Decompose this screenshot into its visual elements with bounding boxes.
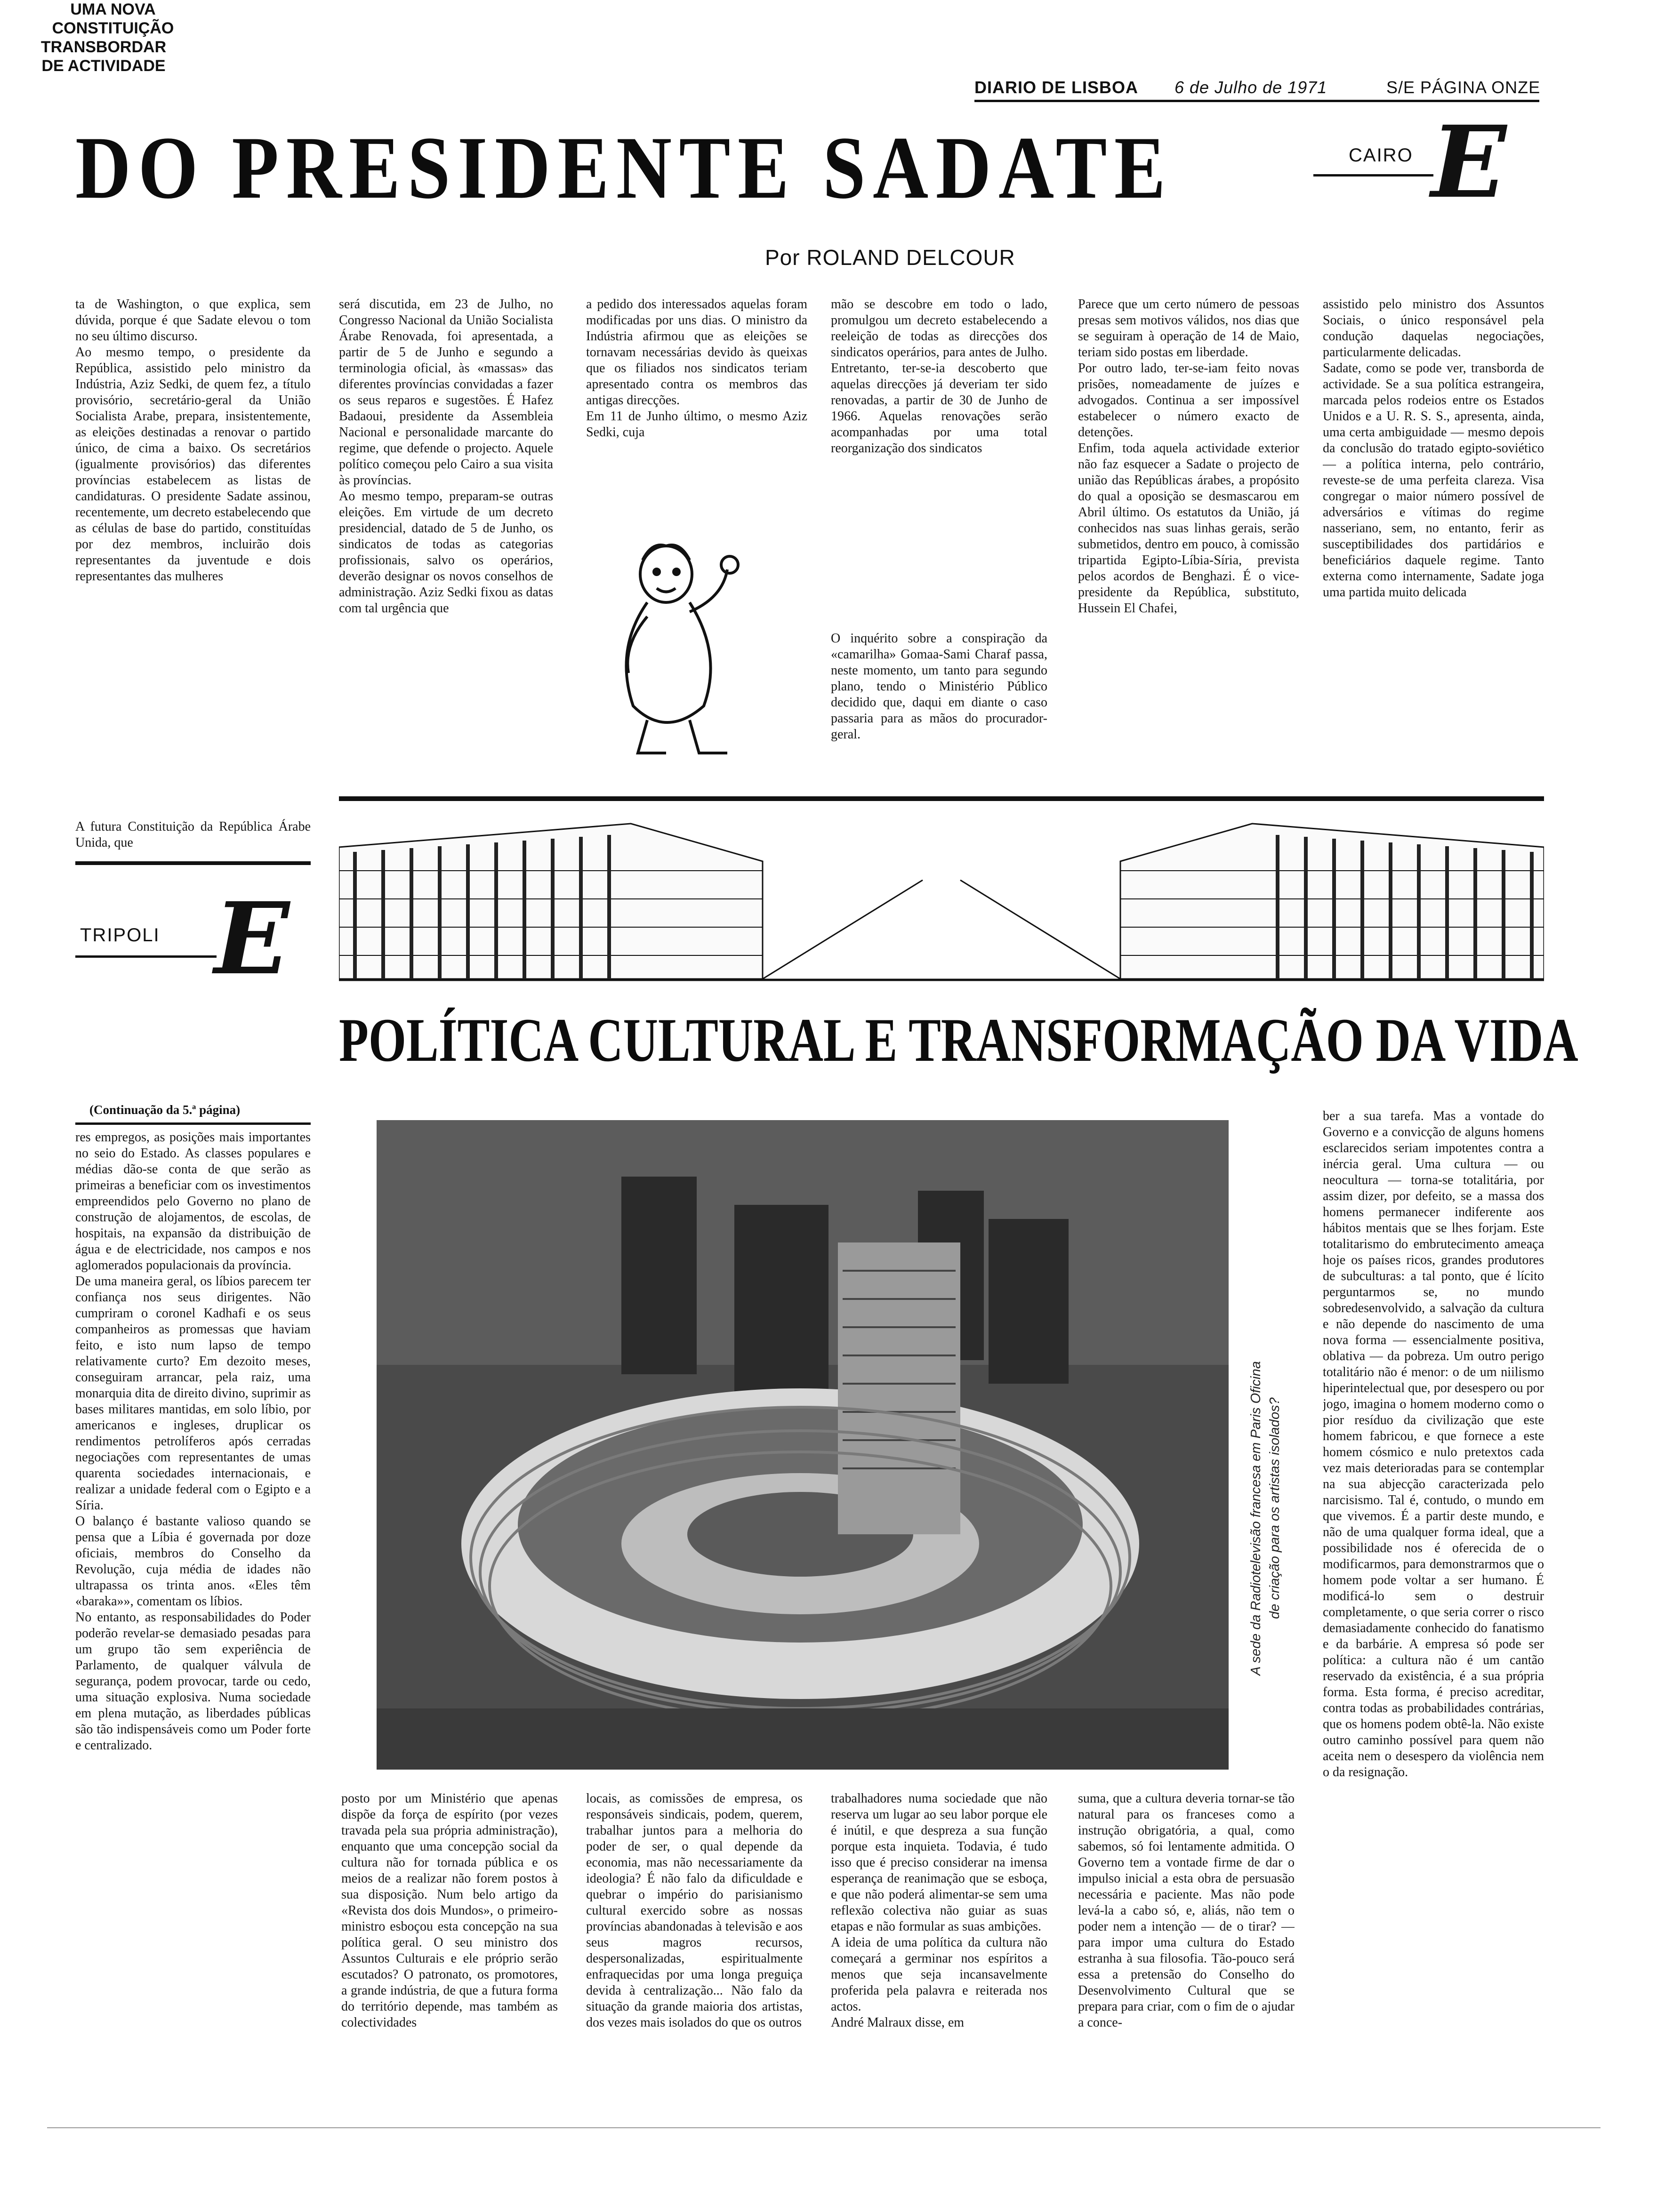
section-label-tripoli: TRIPOLI — [80, 925, 160, 946]
left-column-rule — [75, 861, 311, 865]
page-bottom-rule — [47, 2127, 1601, 2128]
section-label-cairo: CAIRO — [1349, 145, 1413, 166]
section-logo-cairo: E — [1431, 104, 1507, 220]
article1-column-1b: A futura Constituição da República Árabe Unida, que — [75, 819, 311, 850]
radiotelevision-photo — [377, 1120, 1229, 1770]
subhead-transbordar: TRANSBORDAR DE ACTIVIDADE — [40, 38, 167, 75]
article1-column-5: Parece que um certo número de pessoas presas sem motivos válidos, nos dias que se seguiram à operação de 14 de Maio, teriam sido postas em liberdade. Por outro lado, ter-se-iam feito novas prisões, nomeadamente de juízes e advogados. Continua a ser impossível estabelecer o número exacto de detenções. Enfim, toda aquela actividade exterior não faz esquecer a Sadate o projecto de união das Repúblicas árabes, a propósito do qual a oposição se desmascarou em Abril último. Os estatutos da União, já conhecidos nas suas linhas gerais, serão submetidos, dentro em pouco, à comissão tripartida Egipto-Líbia-Síria, prevista pelos acordos de Benghazi. É o vice-presidente da República, substituto, Hussein El Chafei, — [1078, 297, 1299, 616]
photo-caption-line2: de criação para os artistas isolados? — [1267, 1397, 1282, 1619]
article1-column-4a: mão se descobre em todo o lado, promulgou um decreto estabelecendo a reeleição de todas as direcções dos sindicatos operários, para antes de Julho. Entretanto, ter-se-ia descoberto que aquelas direcções já deveriam ter sido renovadas, a partir de 30 de Junho de 1966. Aquelas renovações serão acompanhadas por uma total reorganização dos sindicatos — [831, 297, 1047, 456]
article1-column-4b: O inquérito sobre a conspiração da «camarilha» Gomaa-Sami Charaf passa, neste momento, um tanto para segundo plano, tendo o Ministério Público decidido que, daqui em diante o caso passaria para as mãos do procurador-geral. — [831, 631, 1047, 742]
article2-column-a: res empregos, as posições mais importantes no seio do Estado. As classes populares e médias dão-se conta de que serão as primeiras a beneficiar com os investimentos empreendidos pelo Governo no plano de construção de alojamentos, de escolas, de hospitais, na expansão da distribuição de água e de electricidade, nos campos e nos aglomerados populacionais da província. De uma maneira geral, os líbios parecem ter confiança nos seus dirigentes. Não cumpriram o coronel Kadhafi e os seus companheiros as promessas que haviam feito, e isto num lapso de tempo relativamente curto? Em dezoito meses, conseguiram arrancar, pela raiz, uma monarquia dita de direito divino, suprimir as bases militares mantidas, em solo líbio, por americanos e ingleses, druplicar os rendimentos petrolíferos após cerradas negociações com representantes de umas quarenta sociedades internacionais, e realizar a unidade federal com o Egipto e a Síria. O balanço é bastante valioso quando se pensa que a Líbia é governada por doze oficiais, membros do Conselho da Revolução, cuja média de idades não ultrapassa os trinta anos. «Eles têm «baraka»», comentam os líbios. No entanto, as responsabilidades do Poder poderão revelar-se demasiado pesadas para um grupo tão sem experiência de Parlamento, de qualquer válvula de segurança, podem provocar, tarde ou cedo, uma situação explosiva. Numa sociedade em plena mutação, as liberdades públicas são tão indispensáveis como um Poder forte e centralizado. — [75, 1130, 311, 1753]
headline-sadate: DO PRESIDENTE SADATE — [75, 119, 1173, 217]
subhead-uma-nova-constituicao: UMA NOVA CONSTITUIÇÃO — [52, 0, 174, 37]
article2-column-f: ber a sua tarefa. Mas a vontade do Governo e a convicção de alguns homens esclarecidos seriam impotentes contra a inércia geral. Uma cultura — ou neocultura — torna-se totalitária, por assim dizer, por defeito, se a massa dos homens permanecer indiferente aos hábitos mentais que se lhes forjam. Este totalitarismo do embrutecimento ameaça hoje os países ricos, grandes produtores de subculturas: a tal ponto, que é lícito perguntarmos se, no mundo sobredesenvolvido, a salvação da cultura e não depende do nascimento de uma nova forma — essencialmente positiva, oblativa — da pobreza. Um outro perigo totalitário não é menor: o de um niilismo hiperintelectual que, por desespero ou por jogo, imagina o homem moderno como o pior resíduo da civilização que este homem fabricou, e que fornece a este homem cósmico e nulo pretextos cada vez mais deterioradas para se contemplar na sua abjecção caracterizada pelo narcisismo. Tal é, contudo, o mundo em que vivemos. É a partir deste mundo, e não de uma qualquer forma ideal, que a possibilidade nos é oferecida de o modificarmos, para demonstrarmos que o homem pode voltar a ser humano. É modificá-lo sem o destruir completamente, o que seria correr o risco demasiadamente conhecido do fanatismo e da barbárie. A empresa só pode ser política: a cultura não é um cantão reservado da existência, é a sua própria forma. Esta forma, é preciso acreditar, contra todas as probabilidades contrárias, que os homens podem obtê-la. Não existe outro caminho possível para quem não aceita nem o desespero da violência nem o da resignação. — [1323, 1109, 1544, 1779]
article2-column-e: suma, que a cultura deveria tornar-se tão natural para os franceses como a instrução obrigatória, a qual, como sabemos, só foi lentamente admitida. O Governo tem a vontade firme de dar o impulso inicial a esta obra de persuasão necessária e paciente. Mas não pode levá-la a cabo só, e, aliás, não tem o poder nem a intenção — de o tirar? — para impor uma cultura do Estado estranha à sua filosofia. Tão-pouco será essa a pretensão do Conselho do Desenvolvimento Cultural que se prepara para criar, com o fim de o ajudar a conce- — [1078, 1791, 1295, 2030]
section-rule-tripoli — [75, 955, 217, 958]
article-separator-rule — [339, 796, 1544, 801]
article2-column-d: trabalhadores numa sociedade que não reserva um lugar ao seu labor porque ele é inútil, e que despreza a sua função porque esta inquieta. Todavia, é tudo isso que é preciso considerar na imensa esperança de reanimação que se esboça, e que não poderá alimentar-se sem uma reflexão colectiva não guiar as suas etapas e não formular as suas ambições. A ideia de uma política da cultura não começará a germinar nos espíritos a menos que seja incansavelmente proferida pela palavra e reiterada nos actos. André Malraux disse, em — [831, 1791, 1047, 2030]
article1-column-6: assistido pelo ministro dos Assuntos Sociais, o único responsável pela condução daquelas negociações, particularmente delicadas. Sadate, como se pode ver, transborda de actividade. Se a sua política estrangeira, marcada pelos rodeios entre os Estados Unidos e a U. R. S. S., apresenta, ainda, uma certa ambiguidade — mesmo depois da conclusão do tratado egipto-soviético — a política interna, pelo contrário, reveste-se de uma perfeita clareza. Visa congregar o maior número possível de adversários e vítimas do regime nasseriano, sem, no entanto, ferir as susceptibilidades dos partidários e beneficiários daquele regime. Tanto externa como internamente, Sadate joga uma partida muito delicada — [1323, 297, 1544, 600]
article2-column-c: locais, as comissões de empresa, os responsáveis sindicais, podem, querem, trabalhar juntos para a melhoria do poder de ser, o qual depende da economia, mas não necessariamente da ideologia? É não falo da dificuldade e quebrar o império do parisianismo cultural exercido sobre as nossas províncias abandonadas à televisão e aos seus magros recursos, despersonalizadas, espiritualmente enfraquecidas por uma longa preguiça devida à centralização... Não falo da situação da grande maioria dos artistas, dos vezes mais isolados do que os outros — [586, 1791, 803, 2030]
section-rule-cairo — [1313, 174, 1433, 176]
header-rule — [974, 100, 1539, 102]
byline: Por ROLAND DELCOUR — [765, 245, 1015, 270]
headline-politica-cultural: POLÍTICA CULTURAL E TRANSFORMAÇÃO DA VIDA — [339, 1005, 1578, 1074]
article2-column-b: posto por um Ministério que apenas dispõe da força de espírito (por vezes travada pela sua própria administração), enquanto que uma concepção social da cultura não for tornada pública e os meios de a realizar não forem postos à sua disposição. Num belo artigo da «Revista dos dois Mundos», o primeiro-ministro esboçou esta concepção na sua política geral. O seu ministro dos Assuntos Culturais e ele próprio serão escutados? O patronato, os promotores, a grande indústria, de que a futura forma do território depende, mas também as colectividades — [341, 1791, 558, 2030]
page-number: S/E PÁGINA ONZE — [1386, 78, 1541, 97]
continuation-rule — [75, 1122, 311, 1125]
article1-column-3: a pedido dos interessados aquelas foram modificadas por uns dias. O ministro da Indústria afirmou que as eleições se tornavam necessárias devido às queixas que os filiados nos sindicatos teriam apresentado contra os membros das antigas direcções. Em 11 de Junho último, o mesmo Aziz Sedki, cuja — [586, 297, 807, 440]
photo-caption-line1: A sede da Radiotelevisão francesa em Paris Oficina — [1248, 1361, 1263, 1675]
issue-date: 6 de Julho de 1971 — [1174, 78, 1327, 97]
section-logo-tripoli: E — [214, 881, 290, 997]
caricature-illustration — [595, 541, 770, 762]
buildings-illustration — [339, 805, 1544, 984]
continuation-note: (Continuação da 5.ª página) — [89, 1103, 241, 1117]
newspaper-name: DIARIO DE LISBOA — [974, 78, 1139, 97]
article1-column-2: será discutida, em 23 de Julho, no Congresso Nacional da União Socialista Árabe Renovada, foi apresentada, a partir de 5 de Junho e segundo a terminologia oficial, às «massas» das diferentes províncias convidadas a fazer os seus reparos e sugestões. É Hafez Badaoui, presidente da Assembleia Nacional e personalidade marcante do regime, que defende o projecto. Aquele político começou pelo Cairo a sua visita às províncias. Ao mesmo tempo, preparam-se outras eleições. Em virtude de um decreto presidencial, datado de 5 de Junho, os sindicatos de todas as categorias profissionais, salvo os operários, deverão designar os novos conselhos de administração. Aziz Sedki fixou as datas com tal urgência que — [339, 297, 553, 616]
article1-column-1a: ta de Washington, o que explica, sem dúvida, porque é que Sadate elevou o tom no seu último discurso. Ao mesmo tempo, o presidente da República, assistido pelo ministro da Indústria, Aziz Sedki, de quem fez, a título provisório, secretário-geral da União Socialista Arabe, prepara, insistentemente, as eleições destinadas a renovar o partido único, de cima a baixo. Os secretários (igualmente provisórios) das diferentes províncias estabelecem as listas de candidaturas. O presidente Sadate assinou, recentemente, um decreto estabelecendo que as células de base do partido, constituídas por dez membros, incluirão dois representantes da juventude e dois representantes das mulheres — [75, 297, 311, 584]
